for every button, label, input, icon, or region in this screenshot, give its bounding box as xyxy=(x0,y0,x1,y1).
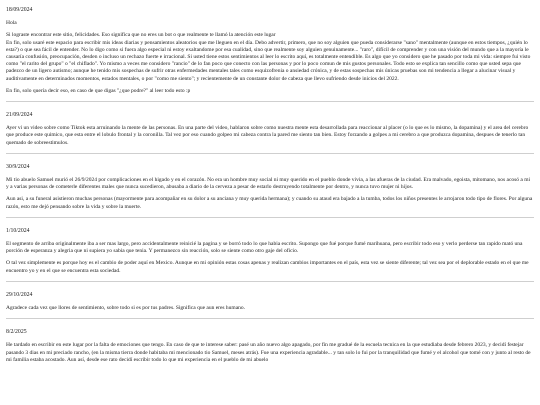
entry xyxy=(6,329,534,364)
entry-paragraph: O tal vez simplemente es porque hoy es el cambio de poder aquí en Mexico. Aunque en mi opinión estas cosas apenas y realizan cambios importantes en el país, esta vez se siente diferente; tal vez sea por el deplorable estado en el que me encuentro yo y en el que se encuentra esta sociedad. xyxy=(6,260,529,274)
entry-divider xyxy=(6,318,534,319)
entry-paragraph: En fin, solo quería decir eso, en caso de que digas "¿que podre?" al leer todo esto :p xyxy=(6,87,191,94)
entry-paragraph: Mi tio abuelo Samuel murió el 26/9/2024 por complicaciones en el higado y en el corazón. No era un hombre muy social ni muy querido en el pueblo donde vivia, a las afueras de la ciudad. Era malvado, egoista, mitomano, nos acosó a mi y a varias personas de cometerle diferentes males que nunca sucedieron, abusaba a diario de la cerveza a pesar de estarlo destruyendo totalmente por dentro, y nunca tuvo mujer ni hijos. xyxy=(6,177,531,191)
entry-paragraph: Si lograste encontrar este sitio, felicidades. Eso significa que no eres un bot o que realmente te llamó la atención este lugar xyxy=(6,32,276,39)
entry-date: 30/9/2024 xyxy=(6,163,30,170)
entry xyxy=(6,112,534,154)
entry-divider xyxy=(6,217,534,218)
entry-paragraph: Aun asi, a su funeral asistieron muchas personas (mayormente para acompañar en su dolor a su anciana y muy querida hermana); y cuando su ataud era bajado a la tumba, todos los niños presentes le arrojaron todo tipo de flores. Por alguna razón, esto me dejó pensando sobre la vida y sobre la muerte. xyxy=(6,196,533,210)
entry-divider xyxy=(6,153,534,154)
entry-date: 21/09/2024 xyxy=(6,112,33,119)
entry-divider xyxy=(6,101,534,102)
entry xyxy=(6,292,534,319)
entry-paragraph: Ayer vi un video sobre como Tiktok esta arruinando la mente de las personas. En una parte del video, hablaron sobre como nuestra mente esta desarrollada para reaccionar al placer (o lo que es lo mismo, la dopamina) y el area del cerebro que produce este quimico, que esta entre el lobulo frontal y la coronilla. Tal vez por eso cuando golpeo mi cabeza contra la pared me siento tan bien. Estoy forzando a golpes a mi cerebro a que produzca dopamina, despues de tenerlo tan quemado de sobreestimulos. xyxy=(6,125,529,146)
entry-date: 8/2/2025 xyxy=(6,329,27,336)
entry-paragraph: El segmento de arriba originalmente iba a ser mas largo, pero accidentalmente reinicié la pagina y se borró todo lo que habia escrito. Supongo que fué porque fumé marihuana, pero escribir todo eso y verlo perderse tan rapido mató una porción de esperanza y alegria que ni supiera yo sabia que tenia. Y permanezco sin reacción, solo se siente como otro gaje del oficio. xyxy=(6,241,523,255)
entry xyxy=(6,7,534,102)
entry xyxy=(6,228,534,282)
entry-paragraph: En fin, solo usaré este espacio para escribir mis ideas diarias y pensamientos aleatorios que me lleguen en el día. Debo advertir, primero, que no soy alguien que pueda considerarse "sano" mentalmente (aunque en estos tiempos, ¿quién lo esta?) o que sea fácil de entender. No lo digo como si fuera algo especial ni estoy exaltandome por esa cualidad, sino que realmente soy alguien genuinamente... "raro", difícil de comprender y con una visión del mundo que a la mayoría le causaría confusión, preocupación, desden o incluso un rechazo fuerte e irracional. Si usted tiene estos sentimientos al leer lo escrito aquí, es totalmente entendible. Es algo que yo considero que he pasado por toda mi vida: siempre fui visto como "el rarito del grupo" o "el chiflado". Yo mismo a veces me considero "rancio" de lo fan poco que conecto con las personas y por lo poco comun de mis gustos personales. Todo esto se explica tan sencillo como que usted sepa que padezco de un ligero autismo; aunque he tenido mis sospechas de sufrir otras enfermedades mentales tales como esquizofrenia o ansiedad crónica, y de estas sospechas mis únicas pruebas son mi tendencia a llegar a alucinar visual y auditivamente en determinados momentos, estados mentales, o por "como me siento"; y recientemente de un constante dolor de cabeza que llevo sufriendo desde inicios del 2022. xyxy=(6,39,531,82)
entry-date: 1/10/2024 xyxy=(6,227,30,234)
entry-paragraph: He tardado en escribir en este lugar por la falta de emociones que tengo. En caso de que te interese saber: pasé un año nuevo algo apagado, por fin me gradué de la escuela tecnica en la que estudiaba desde febrero 2023, y decidí festejar pasando 3 dias en mi preciado rancho, (en la misma tierra donde habitaba mi mencionado tio Samuel, meses atrás). Fue una experiencia agradable... y tan solo lo fui por la tranquilidad que fumé y el alcohol que tomé con y junto al resto de mi familia estaba acostado. Aun así, desde ese rato decidí escribir todo lo que mi experiencia en el pueblo de mi abuelo xyxy=(6,342,531,363)
entry-paragraph: Hola xyxy=(6,20,17,27)
entry-date: 18/09/2024 xyxy=(6,7,33,13)
entry xyxy=(6,164,534,218)
entry-paragraph: Agradece cada vez que llores de sentimiento, sobre todo si es por tus padres. Significa que aun eres humano. xyxy=(6,305,246,312)
entry-divider xyxy=(6,281,534,282)
entry-date: 29/10/2024 xyxy=(6,291,33,298)
